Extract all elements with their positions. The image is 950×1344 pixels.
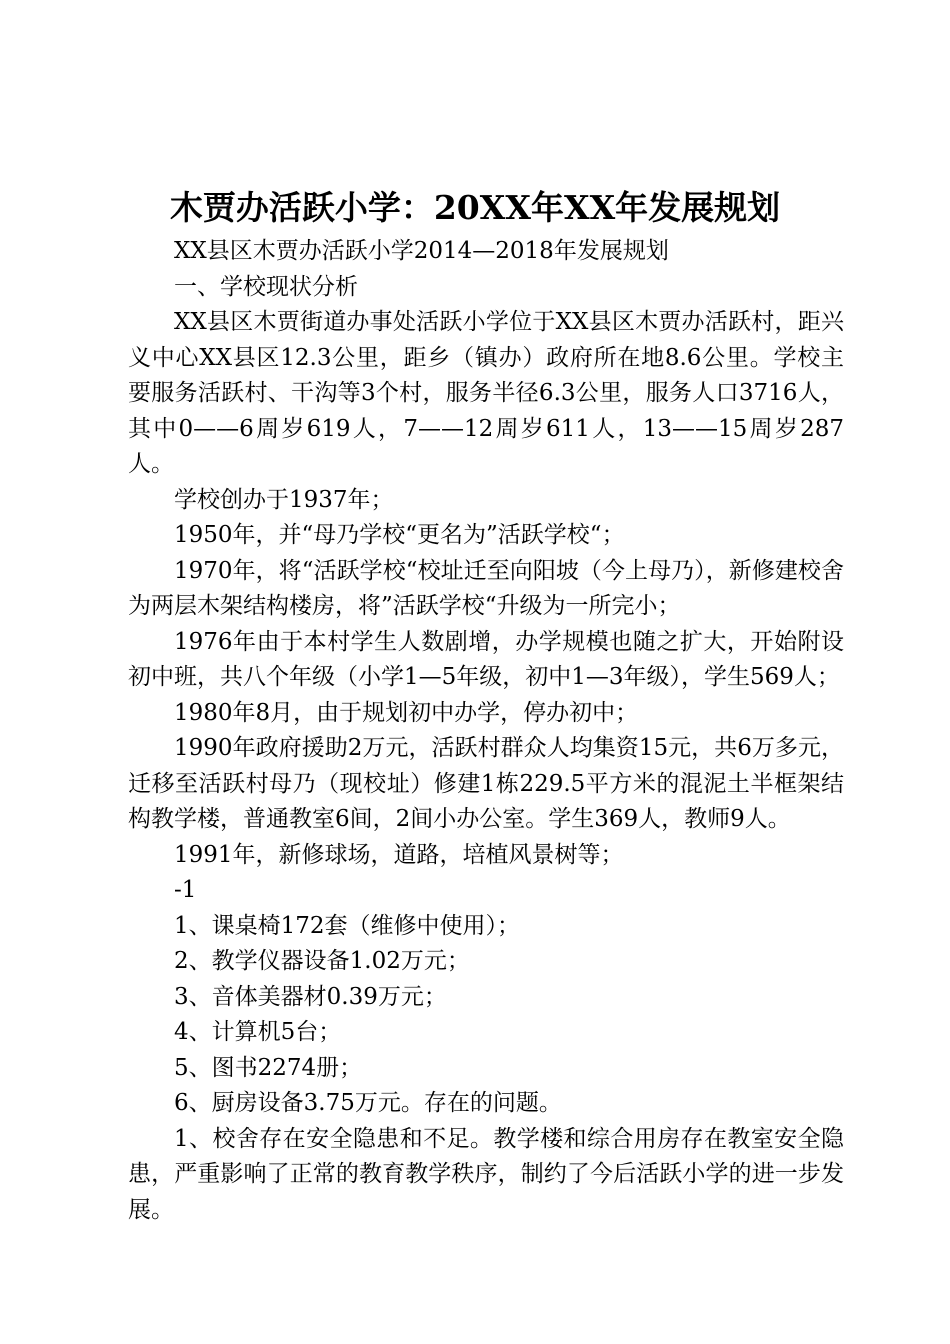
paragraph-history-1950: 1950年，并“母乃学校“更名为”活跃学校“； — [174, 522, 625, 548]
paragraph-item-arts-equipment: 3、音体美器材0.39万元； — [174, 983, 447, 1010]
paragraph-problem-1: 1、校舍存在安全隐患和不足。教学楼和综合用房存在教室安全隐患，严重影响了正常的教育教学秩序，制约了今后活跃小学的进一步发展。 — [128, 1125, 844, 1223]
paragraph-history-1937: 学校创办于1937年； — [174, 486, 394, 513]
paragraph-school-overview: XX县区木贾街道办事处活跃小学位于XX县区木贾办活跃村，距兴义中心XX县区12.3公里，距乡（镇办）政府所在地8.6公里。学校主要服务活跃村、干沟等3个村，服务半径6.3公里，服务人口3716人，其中0——6周岁619人，7——12周岁611人，13——15周岁287人。 — [128, 309, 844, 477]
paragraph-item-books: 5、图书2274册； — [174, 1054, 363, 1081]
document-body — [128, 234, 844, 1228]
paragraph-subtitle: XX县区木贾办活跃小学2014—2018年发展规划 — [174, 238, 669, 264]
paragraph-item-desks: 1、课桌椅172套（维修中使用）； — [174, 912, 521, 939]
paragraph-section-heading: 一、学校现状分析 — [174, 273, 358, 300]
paragraph-page-marker: -1 — [174, 877, 197, 903]
paragraph-history-1970: 1970年，将“活跃学校“校址迁至向阳坡（今上母乃），新修建校舍为两层木架结构楼房，将”活跃学校“升级为一所完小； — [128, 557, 844, 619]
paragraph-history-1990: 1990年政府援助2万元，活跃村群众人均集资15元，共6万多元，迁移至活跃村母乃（现校址）修建1栋229.5平方米的混泥土半框架结构教学楼，普通教室6间，2间小办公室。学生369人，教师9人。 — [128, 735, 844, 832]
paragraph-item-computers: 4、计算机5台； — [174, 1019, 342, 1045]
paragraph-history-1976: 1976年由于本村学生人数剧增，办学规模也随之扩大，开始附设初中班，共八个年级（小学1—5年级，初中1—3年级），学生569人； — [128, 628, 844, 690]
paragraph-history-1991: 1991年，新修球场，道路，培植风景树等； — [174, 841, 624, 868]
paragraph-history-1980: 1980年8月，由于规划初中办学，停办初中； — [174, 699, 639, 726]
document-title: 木贾办活跃小学：20XX年XX年发展规划 — [169, 188, 781, 227]
paragraph-item-kitchen: 6、厨房设备3.75万元。存在的问题。 — [174, 1090, 562, 1116]
paragraph-item-instruments: 2、教学仪器设备1.02万元； — [174, 948, 470, 974]
